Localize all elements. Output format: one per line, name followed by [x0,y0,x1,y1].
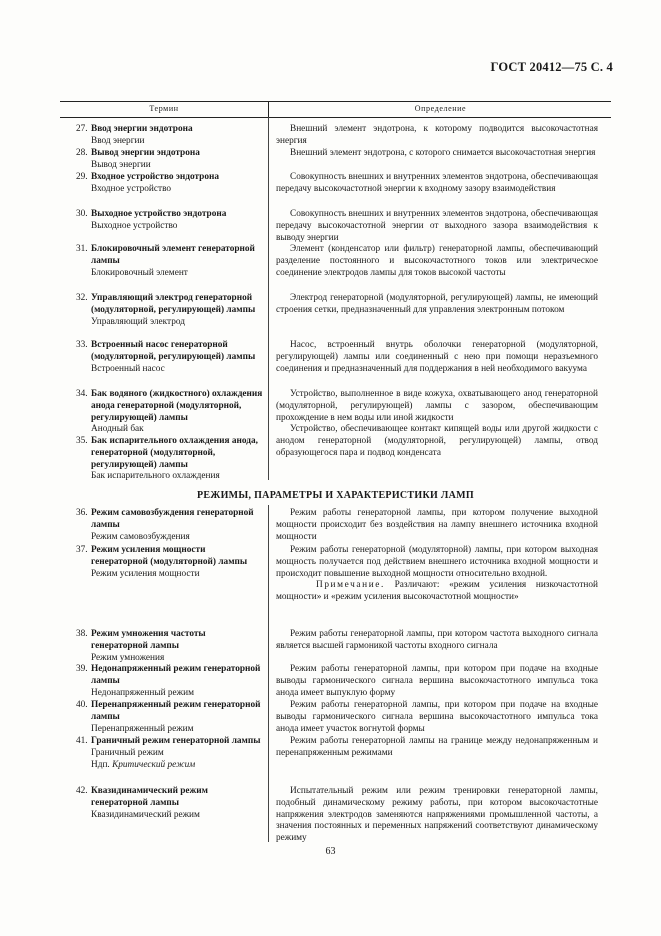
definition-text: Насос, встроенный внутрь оболочки генераторной (модуляторной, регулирующей) лампы или соединенный с нею при помощи неразъемного соединения и предназначенный для поддержания в ней необходимого вакуума [276,340,598,374]
term-name: Блокировочный элемент генераторной лампы [91,244,255,266]
entry-number: 33. [76,340,88,350]
entry-number: 37. [76,545,88,555]
term-name: Режим усиления мощности генераторной (модуляторной) лампы [91,545,248,567]
definition-text: Режим работы генераторной лампы на границе между недонапряженным и перенапряженным режимами [276,736,598,758]
definition-text: Режим работы генераторной лампы, при котором получение выходной мощности происходит без воздействия на лампу внешнего источника входной мощности [276,508,598,542]
short-term: Перенапряженный режим [91,723,194,734]
entry-number: 41. [76,736,88,746]
short-term: Вывод энергии [91,159,151,170]
entry-number: 30. [76,209,88,219]
short-term: Управляющий электрод [91,316,185,327]
entry-number: 35. [76,436,88,446]
entry-number: 38. [76,629,88,639]
short-term: Бак испарительного охлаждения [91,471,220,482]
term-name: Встроенный насос генераторной (модуляторной, регулирующей) лампы [91,340,256,362]
definition-text: Режим работы генераторной (модуляторной) лампы, при котором выходная мощность получается под действием внешнего источника входной мощности и происходит повышение выходной мощности относительно входной. [276,545,598,579]
table-header [60,101,611,118]
term-name: Бак водяного (жидкостного) охлаждения анода генераторной (модуляторной, регулирующей) лампы [91,389,263,423]
entry-number: 27. [76,124,88,134]
short-term: Входное устройство [91,183,172,194]
short-term: Режим усиления мощности [91,568,200,579]
term-name: Управляющий электрод генераторной (модуляторной, регулирующей) лампы [91,293,256,315]
short-term: Граничный режим [91,747,164,758]
definition-text: Элемент (конденсатор или фильтр) генераторной лампы, обеспечивающий разделение постоянного и высокочастотного токов или электрическое соединение электродов лампы для токов высокой частоты [276,244,598,278]
entry-number: 39. [76,664,88,674]
term-name: Выходное устройство эндотрона [91,209,227,219]
note-label: Примечание. [316,580,385,591]
entry-number: 40. [76,700,88,710]
term-name: Бак испарительного охлаждения анода, генераторной (модуляторной, регулирующей) лампы [91,436,258,470]
definition-text: Испытательный режим или режим тренировки генераторной лампы, подобный динамическому режиму работы, при котором высокочастотные напряжения электродов заменяются напряжениями промышленной частоты, а значения постоянных и переменных напряжений соответствуют динамическому режиму [276,786,598,844]
definition-text: Электрод генераторной (модуляторной, регулирующей) лампы, не имеющий строения сетки, предназначенный для управления электронным потоком [276,293,598,315]
term-name: Квазидинамический режим генераторной лампы [91,786,208,808]
term-name: Режим умножения частоты генераторной лампы [91,629,206,651]
term-name: Режим самовозбуждения генераторной лампы [91,508,254,530]
term-name: Вывод энергии эндотрона [91,148,200,158]
column-divider-top [268,117,269,480]
definition-text: Совокупность внешних и внутренних элементов эндотрона, обеспечивающая передачу высокочастотной энергии от выходного зазора взаимодействия к выводу энергии [276,209,598,243]
definition-text: Режим работы генераторной лампы, при котором частота выходного сигнала является высшей гармоникой частоты входного сигнала [276,629,598,651]
note-text: Различают: «режим усиления низкочастотной мощности» и «режим усиления высокочастотной мощности» [276,580,598,603]
short-term: Блокировочный элемент [91,267,188,278]
short-term: Квазидинамический режим [91,809,200,820]
entry-number: 29. [76,172,88,182]
header-divider [268,102,269,117]
term-name: Перенапряженный режим генераторной лампы [91,700,261,722]
short-term: Ввод энергии [91,135,145,146]
short-term: Встроенный насос [91,363,165,374]
definition-column-header: Определение [414,104,467,113]
entry-number: 31. [76,244,88,254]
short-term: Выходное устройство [91,220,178,231]
page-number: 63 [325,846,336,857]
short-term: Режим умножения [91,652,165,663]
short-term: Режим самовозбуждения [91,531,190,542]
definition-text: Режим работы генераторной лампы, при котором при подаче на входные выводы гармонического сигнала вершина высокочастотного импульса тока анода имеет участок вогнутой формы [276,700,598,734]
term-name: Ввод энергии эндотрона [91,124,193,134]
short-term: Недонапряженный режим [91,687,194,698]
section-title: РЕЖИМЫ, ПАРАМЕТРЫ И ХАРАКТЕРИСТИКИ ЛАМП [197,490,474,501]
definition-text: Внешний элемент эндотрона, к которому подводится высокочастотная энергия [276,124,598,146]
entry-number: 36. [76,508,88,518]
entry-number: 28. [76,148,88,158]
definition-text: Устройство, обеспечивающее контакт кипящей воды или другой жидкости с анодом генераторной (модуляторной, регулирующей) лампы, отвод образующегося пара и подвод конденсата [276,424,598,458]
term-name: Входное устройство эндотрона [91,172,219,182]
non-recommended-term: Ндп. Критический режим [91,759,196,770]
term-name: Граничный режим генераторной лампы [91,736,261,746]
entry-number: 32. [76,293,88,303]
definition-text: Совокупность внешних и внутренних элементов эндотрона, обеспечивающая передачу высокочастотной энергии к входному зазору взаимодействия [276,172,598,194]
term-name: Недонапряженный режим генераторной лампы [91,664,261,686]
column-divider-bottom [268,505,269,842]
short-term: Анодный бак [91,424,144,435]
entry-number: 42. [76,786,88,796]
document-header: ГОСТ 20412—75 С. 4 [490,60,613,74]
definition-text: Устройство, выполненное в виде кожуха, охватывающего анод генераторной (модуляторной, регулирующей) лампы с зазором, обеспечивающим прохождение в нем воды или иной жидкости [276,389,598,423]
entry-number: 34. [76,389,88,399]
definition-text: Режим работы генераторной лампы, при котором при подаче на входные выводы гармонического сигнала вершина высокочастотного импульса тока анода имеет выпуклую форму [276,664,598,698]
definition-note [276,580,598,604]
definition-text: Внешний элемент эндотрона, с которого снимается высокочастотная энергия [290,148,596,158]
term-column-header: Термин [149,104,179,113]
